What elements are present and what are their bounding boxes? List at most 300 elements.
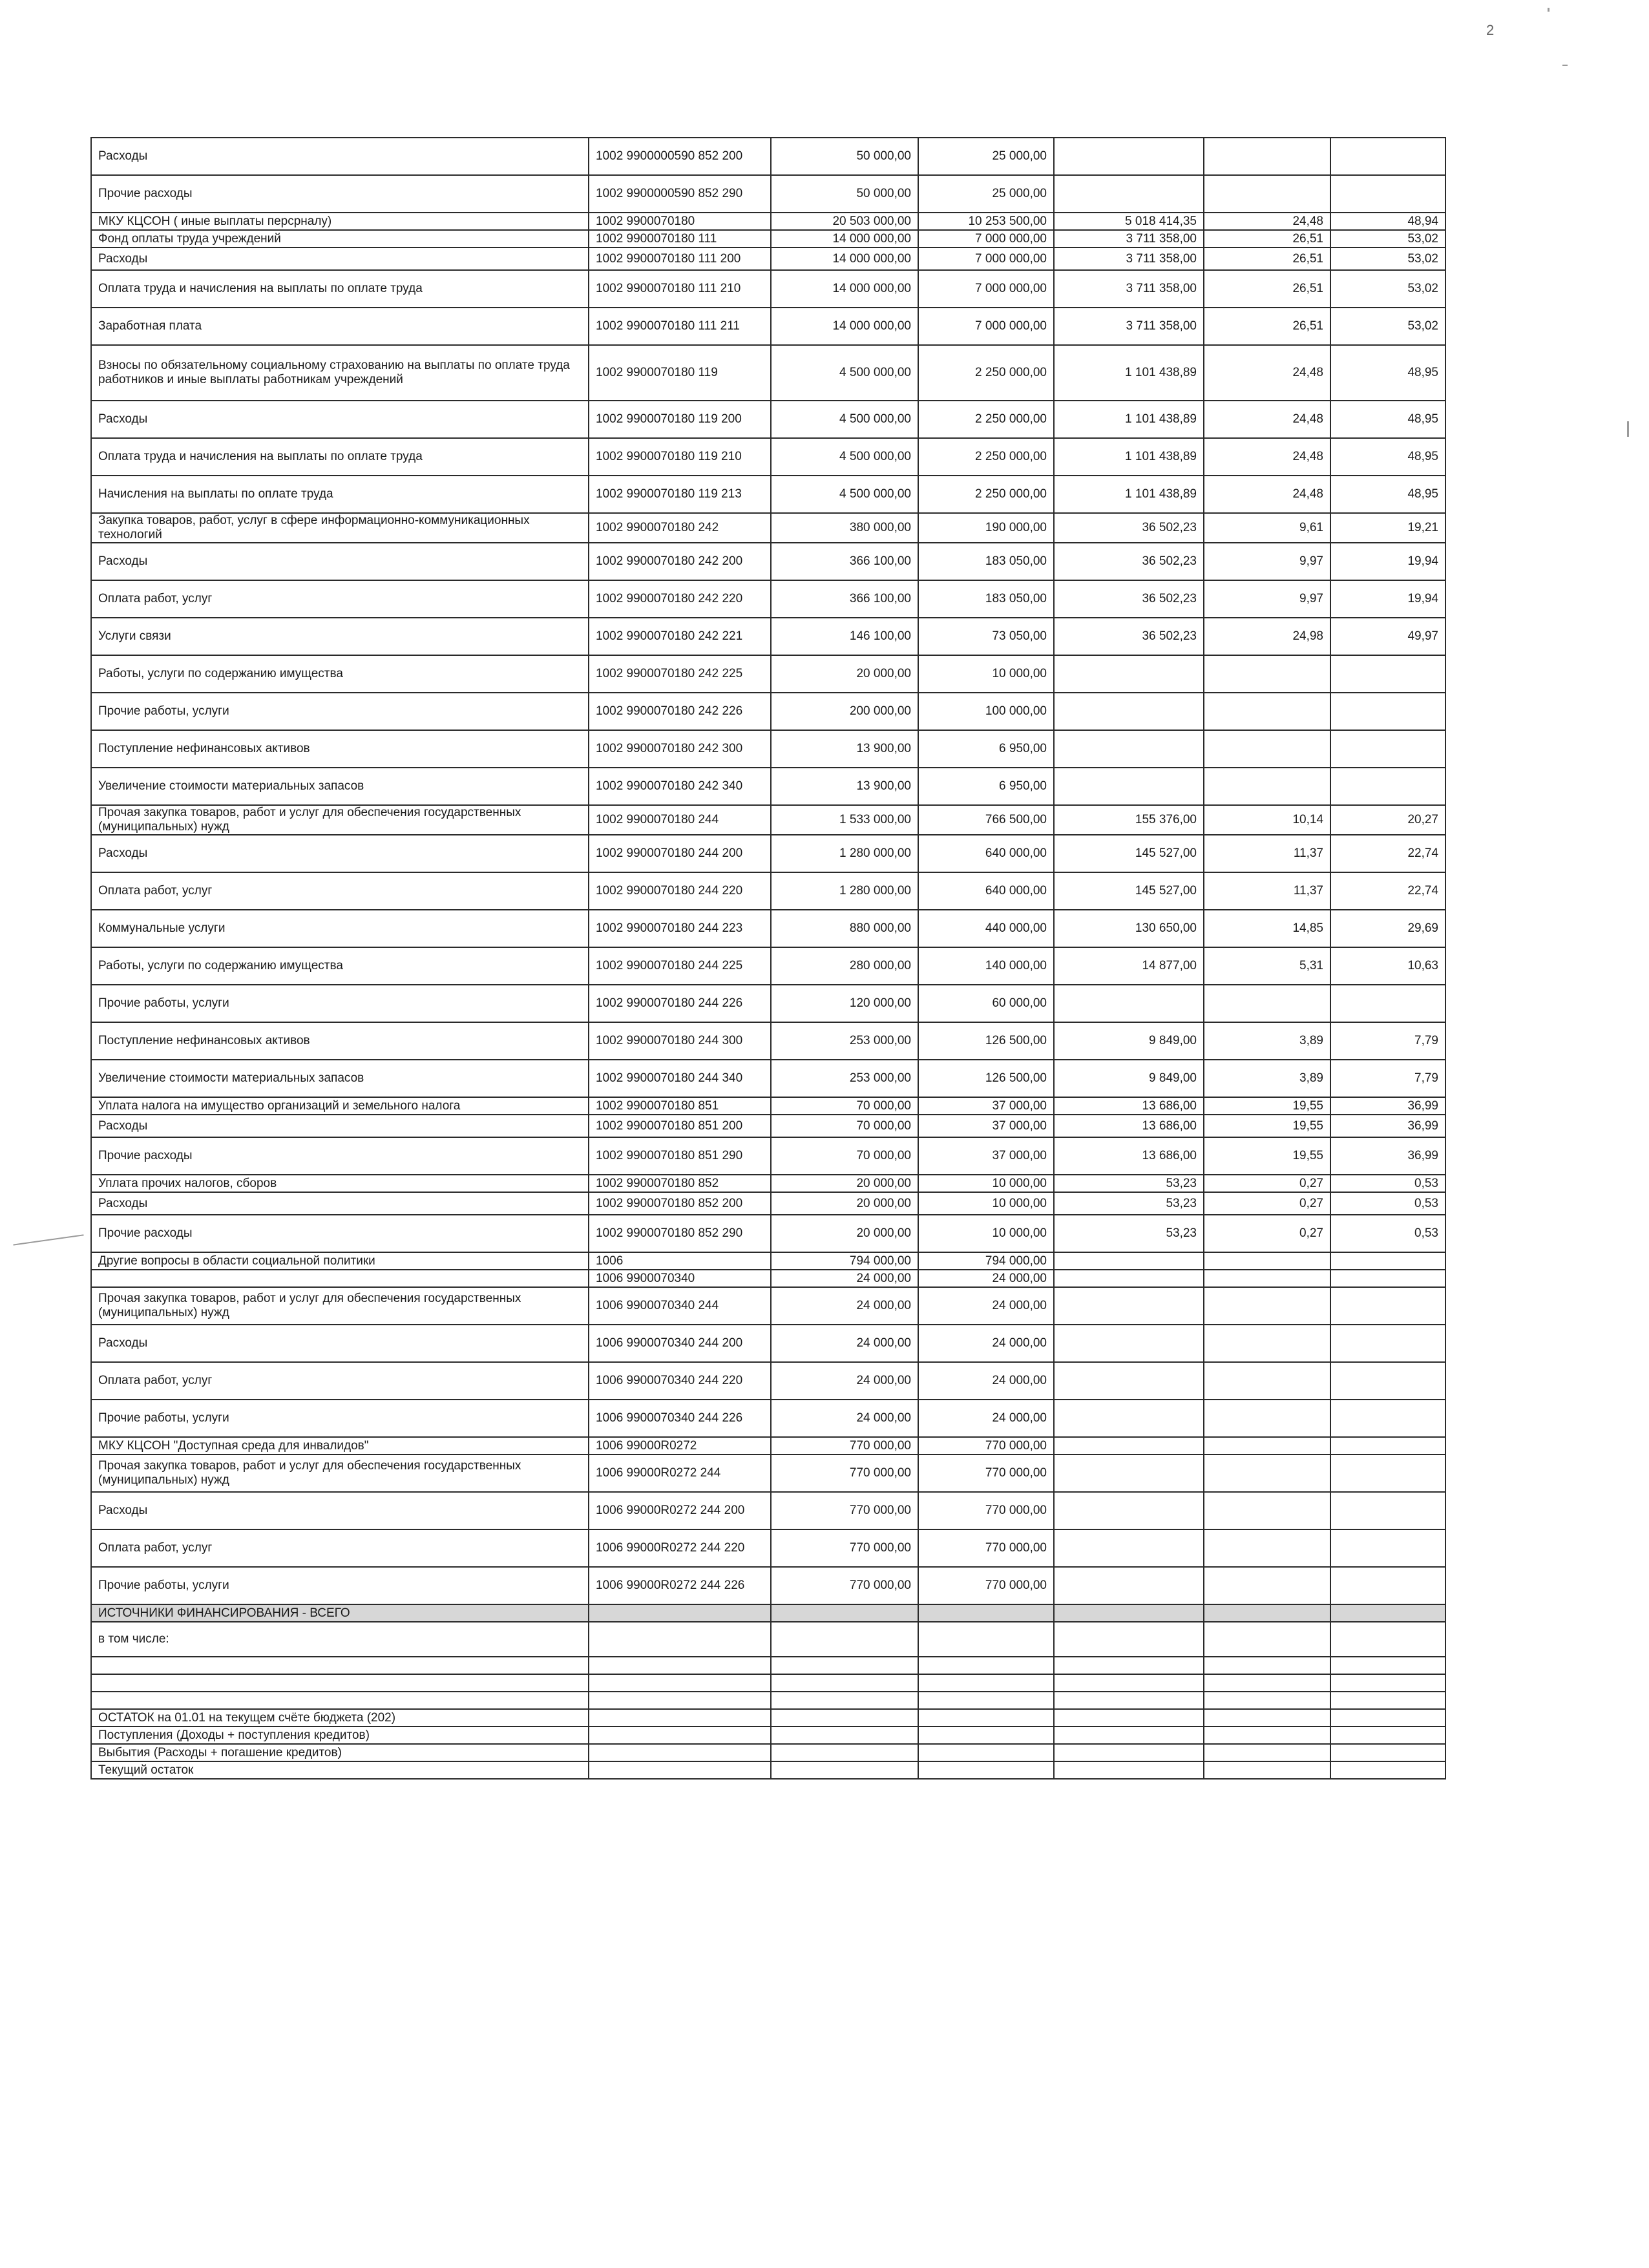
cell-code: 1006 99000R0272 244 (589, 1454, 771, 1492)
cell-plan-period (918, 1744, 1054, 1761)
cell-plan-period (918, 1692, 1054, 1709)
cell-pct-year: 9,61 (1204, 513, 1330, 543)
cell-executed (1054, 1744, 1204, 1761)
cell-code (589, 1692, 771, 1709)
cell-executed: 53,23 (1054, 1175, 1204, 1192)
cell-plan-period: 10 000,00 (918, 1192, 1054, 1215)
cell-plan-period: 640 000,00 (918, 835, 1054, 872)
cell-executed: 36 502,23 (1054, 543, 1204, 580)
cell-plan-period: 183 050,00 (918, 543, 1054, 580)
cell-pct-year: 26,51 (1204, 308, 1330, 345)
cell-name: Прочие работы, услуги (91, 1400, 589, 1437)
cell-name: МКУ КЦСОН ( иные выплаты персрналу) (91, 213, 589, 230)
cell-pct-period: 29,69 (1330, 910, 1445, 947)
cell-pct-period (1330, 1529, 1445, 1567)
cell-code: 1002 9900070180 (589, 213, 771, 230)
cell-code (589, 1604, 771, 1622)
cell-pct-year (1204, 730, 1330, 768)
cell-code (589, 1657, 771, 1674)
table-row (91, 543, 1445, 580)
cell-plan-period: 37 000,00 (918, 1137, 1054, 1175)
cell-name: ИСТОЧНИКИ ФИНАНСИРОВАНИЯ - ВСЕГО (91, 1604, 589, 1622)
cell-executed: 53,23 (1054, 1215, 1204, 1252)
cell-plan-year (771, 1674, 918, 1692)
cell-pct-period: 7,79 (1330, 1022, 1445, 1060)
cell-plan-year: 20 000,00 (771, 1192, 918, 1215)
cell-plan-year: 13 900,00 (771, 768, 918, 805)
table-row (91, 1567, 1445, 1604)
cell-plan-period: 6 950,00 (918, 730, 1054, 768)
cell-name: Прочие расходы (91, 1215, 589, 1252)
cell-pct-year (1204, 768, 1330, 805)
table-row (91, 138, 1445, 175)
cell-plan-period: 766 500,00 (918, 805, 1054, 835)
cell-code: 1006 9900070340 244 200 (589, 1325, 771, 1362)
cell-pct-period: 0,53 (1330, 1192, 1445, 1215)
cell-name: Прочие расходы (91, 175, 589, 213)
cell-plan-period: 770 000,00 (918, 1437, 1054, 1454)
table-row (91, 1252, 1445, 1270)
cell-plan-period: 440 000,00 (918, 910, 1054, 947)
cell-executed (1054, 1325, 1204, 1362)
cell-plan-year: 24 000,00 (771, 1362, 918, 1400)
cell-code (589, 1744, 771, 1761)
cell-name: Закупка товаров, работ, услуг в сфере информационно-коммуникационных технологий (91, 513, 589, 543)
table-row (91, 1215, 1445, 1252)
cell-pct-period: 19,94 (1330, 543, 1445, 580)
cell-pct-year: 3,89 (1204, 1060, 1330, 1097)
table-row (91, 247, 1445, 270)
cell-pct-period (1330, 1567, 1445, 1604)
table-row (91, 910, 1445, 947)
cell-plan-period: 10 000,00 (918, 1215, 1054, 1252)
cell-pct-period: 48,95 (1330, 401, 1445, 438)
cell-plan-year: 24 000,00 (771, 1325, 918, 1362)
table-row (91, 1270, 1445, 1287)
cell-name: Начисления на выплаты по оплате труда (91, 476, 589, 513)
cell-plan-period (918, 1761, 1054, 1779)
cell-name: Работы, услуги по содержанию имущества (91, 947, 589, 985)
table-row (91, 835, 1445, 872)
cell-executed: 1 101 438,89 (1054, 438, 1204, 476)
cell-pct-year (1204, 1604, 1330, 1622)
cell-pct-year (1204, 138, 1330, 175)
cell-code: 1006 9900070340 244 220 (589, 1362, 771, 1400)
cell-code: 1002 9900070180 851 200 (589, 1115, 771, 1137)
cell-pct-year: 26,51 (1204, 230, 1330, 247)
cell-pct-year (1204, 1657, 1330, 1674)
table-row (91, 1454, 1445, 1492)
cell-plan-year: 4 500 000,00 (771, 476, 918, 513)
cell-executed (1054, 693, 1204, 730)
cell-pct-period (1330, 1287, 1445, 1325)
cell-plan-period: 7 000 000,00 (918, 247, 1054, 270)
cell-executed: 3 711 358,00 (1054, 247, 1204, 270)
budget-table-body (91, 138, 1445, 1779)
cell-code: 1002 9900070180 242 221 (589, 618, 771, 655)
table-row (91, 1060, 1445, 1097)
cell-pct-year: 24,48 (1204, 476, 1330, 513)
table-row (91, 1192, 1445, 1215)
cell-pct-period: 49,97 (1330, 618, 1445, 655)
table-row (91, 1674, 1445, 1692)
table-row (91, 345, 1445, 401)
cell-plan-year: 4 500 000,00 (771, 438, 918, 476)
cell-code: 1002 9900070180 111 (589, 230, 771, 247)
cell-plan-period: 770 000,00 (918, 1492, 1054, 1529)
cell-plan-period: 24 000,00 (918, 1325, 1054, 1362)
cell-pct-period (1330, 1622, 1445, 1657)
cell-plan-period: 140 000,00 (918, 947, 1054, 985)
cell-pct-year (1204, 1622, 1330, 1657)
cell-name: Поступления (Доходы + поступления кредитов) (91, 1727, 589, 1744)
cell-executed (1054, 1492, 1204, 1529)
table-row (91, 308, 1445, 345)
table-row (91, 1761, 1445, 1779)
cell-plan-year: 1 280 000,00 (771, 872, 918, 910)
cell-plan-year: 70 000,00 (771, 1097, 918, 1115)
cell-plan-year (771, 1692, 918, 1709)
cell-plan-period: 25 000,00 (918, 175, 1054, 213)
cell-plan-year: 14 000 000,00 (771, 230, 918, 247)
cell-code: 1002 9900070180 244 223 (589, 910, 771, 947)
cell-plan-year: 770 000,00 (771, 1437, 918, 1454)
cell-pct-period: 53,02 (1330, 247, 1445, 270)
table-row (91, 1175, 1445, 1192)
cell-executed (1054, 1622, 1204, 1657)
cell-pct-period (1330, 1692, 1445, 1709)
cell-pct-period (1330, 1761, 1445, 1779)
cell-plan-year: 20 000,00 (771, 1215, 918, 1252)
cell-pct-year (1204, 1744, 1330, 1761)
cell-pct-period (1330, 1709, 1445, 1727)
cell-plan-period: 10 253 500,00 (918, 213, 1054, 230)
cell-executed (1054, 1529, 1204, 1567)
cell-pct-year: 24,48 (1204, 438, 1330, 476)
cell-pct-period (1330, 1657, 1445, 1674)
cell-executed (1054, 138, 1204, 175)
table-row (91, 1437, 1445, 1454)
cell-plan-year: 770 000,00 (771, 1529, 918, 1567)
cell-executed: 13 686,00 (1054, 1137, 1204, 1175)
cell-name: Оплата работ, услуг (91, 1362, 589, 1400)
cell-plan-year (771, 1727, 918, 1744)
cell-plan-period: 73 050,00 (918, 618, 1054, 655)
cell-code: 1002 9900070180 244 225 (589, 947, 771, 985)
cell-name (91, 1692, 589, 1709)
cell-plan-year: 20 503 000,00 (771, 213, 918, 230)
cell-pct-period (1330, 1727, 1445, 1744)
cell-executed (1054, 1270, 1204, 1287)
cell-executed: 9 849,00 (1054, 1060, 1204, 1097)
cell-plan-year: 13 900,00 (771, 730, 918, 768)
cell-pct-year: 24,98 (1204, 618, 1330, 655)
cell-plan-period: 770 000,00 (918, 1454, 1054, 1492)
cell-name: Прочие расходы (91, 1137, 589, 1175)
cell-pct-period (1330, 1674, 1445, 1692)
cell-plan-year: 380 000,00 (771, 513, 918, 543)
cell-pct-year: 24,48 (1204, 345, 1330, 401)
table-row (91, 1657, 1445, 1674)
cell-pct-year (1204, 1692, 1330, 1709)
table-row (91, 175, 1445, 213)
cell-name: Расходы (91, 401, 589, 438)
cell-pct-period: 53,02 (1330, 308, 1445, 345)
cell-code: 1006 99000R0272 244 220 (589, 1529, 771, 1567)
table-row (91, 1287, 1445, 1325)
cell-plan-period: 24 000,00 (918, 1270, 1054, 1287)
cell-pct-year: 9,97 (1204, 580, 1330, 618)
table-row (91, 618, 1445, 655)
cell-pct-period: 53,02 (1330, 230, 1445, 247)
cell-plan-year: 70 000,00 (771, 1137, 918, 1175)
cell-executed: 14 877,00 (1054, 947, 1204, 985)
table-row (91, 1362, 1445, 1400)
cell-pct-year: 26,51 (1204, 270, 1330, 308)
table-row (91, 1604, 1445, 1622)
cell-code: 1002 9900070180 242 (589, 513, 771, 543)
cell-plan-period (918, 1674, 1054, 1692)
cell-executed (1054, 1287, 1204, 1325)
cell-name: Поступление нефинансовых активов (91, 730, 589, 768)
cell-name: Расходы (91, 1115, 589, 1137)
cell-code: 1002 9900070180 119 (589, 345, 771, 401)
table-row (91, 730, 1445, 768)
table-row (91, 655, 1445, 693)
cell-name (91, 1657, 589, 1674)
cell-pct-year (1204, 1567, 1330, 1604)
cell-code: 1002 9900070180 852 (589, 1175, 771, 1192)
cell-code: 1006 99000R0272 (589, 1437, 771, 1454)
cell-pct-year (1204, 1287, 1330, 1325)
cell-plan-period: 24 000,00 (918, 1400, 1054, 1437)
cell-plan-period: 190 000,00 (918, 513, 1054, 543)
cell-name: Прочая закупка товаров, работ и услуг для обеспечения государственных (муниципальных) нужд (91, 1287, 589, 1325)
cell-executed (1054, 730, 1204, 768)
cell-code (589, 1727, 771, 1744)
cell-plan-year: 366 100,00 (771, 580, 918, 618)
cell-executed: 3 711 358,00 (1054, 308, 1204, 345)
cell-code: 1002 9900070180 119 210 (589, 438, 771, 476)
cell-code: 1002 9900000590 852 290 (589, 175, 771, 213)
cell-pct-period: 0,53 (1330, 1175, 1445, 1192)
table-row (91, 1325, 1445, 1362)
cell-name: Заработная плата (91, 308, 589, 345)
cell-pct-year (1204, 175, 1330, 213)
cell-plan-year: 770 000,00 (771, 1492, 918, 1529)
cell-executed (1054, 655, 1204, 693)
cell-pct-period: 36,99 (1330, 1097, 1445, 1115)
table-row (91, 1022, 1445, 1060)
cell-name: Другие вопросы в области социальной политики (91, 1252, 589, 1270)
cell-executed: 9 849,00 (1054, 1022, 1204, 1060)
cell-code: 1002 9900070180 244 (589, 805, 771, 835)
cell-name: Увеличение стоимости материальных запасов (91, 768, 589, 805)
cell-pct-year (1204, 655, 1330, 693)
table-row (91, 230, 1445, 247)
cell-pct-year (1204, 1454, 1330, 1492)
table-row (91, 213, 1445, 230)
cell-code: 1002 9900070180 111 210 (589, 270, 771, 308)
cell-executed: 13 686,00 (1054, 1115, 1204, 1137)
cell-pct-period: 48,95 (1330, 438, 1445, 476)
cell-executed (1054, 1604, 1204, 1622)
cell-plan-year: 24 000,00 (771, 1270, 918, 1287)
cell-pct-year (1204, 1325, 1330, 1362)
cell-executed (1054, 768, 1204, 805)
cell-plan-year: 280 000,00 (771, 947, 918, 985)
cell-code: 1002 9900070180 242 225 (589, 655, 771, 693)
cell-pct-period (1330, 1744, 1445, 1761)
cell-code: 1002 9900070180 244 200 (589, 835, 771, 872)
cell-pct-year: 0,27 (1204, 1215, 1330, 1252)
cell-pct-period: 20,27 (1330, 805, 1445, 835)
cell-plan-period: 60 000,00 (918, 985, 1054, 1022)
cell-name: Расходы (91, 247, 589, 270)
cell-name: Прочие работы, услуги (91, 985, 589, 1022)
cell-plan-period (918, 1709, 1054, 1727)
cell-name: Расходы (91, 835, 589, 872)
table-row (91, 270, 1445, 308)
cell-name: Уплата прочих налогов, сборов (91, 1175, 589, 1192)
cell-pct-year: 19,55 (1204, 1115, 1330, 1137)
cell-pct-year: 11,37 (1204, 872, 1330, 910)
cell-pct-period (1330, 175, 1445, 213)
cell-name: МКУ КЦСОН "Доступная среда для инвалидов" (91, 1437, 589, 1454)
table-row (91, 513, 1445, 543)
cell-pct-year: 19,55 (1204, 1097, 1330, 1115)
table-row (91, 1097, 1445, 1115)
cell-pct-period (1330, 1400, 1445, 1437)
cell-executed: 53,23 (1054, 1192, 1204, 1215)
cell-executed (1054, 1567, 1204, 1604)
cell-plan-year: 1 533 000,00 (771, 805, 918, 835)
cell-pct-year: 19,55 (1204, 1137, 1330, 1175)
cell-executed: 3 711 358,00 (1054, 230, 1204, 247)
cell-executed (1054, 1437, 1204, 1454)
cell-pct-period: 53,02 (1330, 270, 1445, 308)
cell-pct-year (1204, 1270, 1330, 1287)
table-row (91, 1622, 1445, 1657)
cell-pct-period: 0,53 (1330, 1215, 1445, 1252)
cell-code: 1002 9900070180 244 340 (589, 1060, 771, 1097)
scan-speck (1627, 421, 1629, 437)
cell-code: 1002 9900070180 111 200 (589, 247, 771, 270)
cell-code: 1002 9900070180 111 211 (589, 308, 771, 345)
cell-pct-period (1330, 730, 1445, 768)
table-row (91, 580, 1445, 618)
cell-code: 1002 9900070180 242 226 (589, 693, 771, 730)
cell-code: 1002 9900070180 244 220 (589, 872, 771, 910)
cell-plan-period: 2 250 000,00 (918, 345, 1054, 401)
cell-plan-year: 24 000,00 (771, 1400, 918, 1437)
cell-plan-year: 70 000,00 (771, 1115, 918, 1137)
cell-plan-period: 7 000 000,00 (918, 270, 1054, 308)
cell-executed (1054, 1657, 1204, 1674)
cell-code: 1002 9900070180 242 300 (589, 730, 771, 768)
cell-executed: 1 101 438,89 (1054, 345, 1204, 401)
cell-plan-period: 6 950,00 (918, 768, 1054, 805)
cell-name: Прочая закупка товаров, работ и услуг для обеспечения государственных (муниципальных) нужд (91, 1454, 589, 1492)
cell-pct-year: 24,48 (1204, 213, 1330, 230)
cell-pct-period (1330, 138, 1445, 175)
cell-executed (1054, 1252, 1204, 1270)
cell-pct-year (1204, 1529, 1330, 1567)
cell-code: 1002 9900070180 851 290 (589, 1137, 771, 1175)
cell-plan-year: 20 000,00 (771, 1175, 918, 1192)
cell-plan-year: 4 500 000,00 (771, 345, 918, 401)
cell-plan-period (918, 1727, 1054, 1744)
scan-speck (13, 1234, 83, 1245)
cell-name (91, 1270, 589, 1287)
cell-code: 1002 9900070180 852 200 (589, 1192, 771, 1215)
cell-plan-year: 14 000 000,00 (771, 247, 918, 270)
cell-name: Уплата налога на имущество организаций и земельного налога (91, 1097, 589, 1115)
cell-executed (1054, 1692, 1204, 1709)
cell-executed: 36 502,23 (1054, 580, 1204, 618)
cell-pct-period: 36,99 (1330, 1137, 1445, 1175)
table-row (91, 872, 1445, 910)
cell-name: в том числе: (91, 1622, 589, 1657)
cell-executed: 36 502,23 (1054, 618, 1204, 655)
cell-plan-year: 146 100,00 (771, 618, 918, 655)
cell-executed: 5 018 414,35 (1054, 213, 1204, 230)
cell-plan-year (771, 1761, 918, 1779)
cell-code: 1006 99000R0272 244 200 (589, 1492, 771, 1529)
cell-pct-year (1204, 1362, 1330, 1400)
cell-pct-year: 0,27 (1204, 1192, 1330, 1215)
cell-plan-year: 770 000,00 (771, 1454, 918, 1492)
cell-plan-period: 37 000,00 (918, 1115, 1054, 1137)
cell-pct-period (1330, 1252, 1445, 1270)
cell-executed (1054, 1674, 1204, 1692)
table-row (91, 1137, 1445, 1175)
cell-name: ОСТАТОК на 01.01 на текущем счёте бюджета (202) (91, 1709, 589, 1727)
cell-name: Поступление нефинансовых активов (91, 1022, 589, 1060)
cell-name: Выбытия (Расходы + погашение кредитов) (91, 1744, 589, 1761)
cell-code (589, 1709, 771, 1727)
cell-executed: 3 711 358,00 (1054, 270, 1204, 308)
table-row (91, 947, 1445, 985)
cell-name: Прочая закупка товаров, работ и услуг для обеспечения государственных (муниципальных) нужд (91, 805, 589, 835)
cell-plan-year: 50 000,00 (771, 175, 918, 213)
cell-code: 1002 9900070180 119 200 (589, 401, 771, 438)
cell-plan-period: 794 000,00 (918, 1252, 1054, 1270)
cell-code: 1006 99000R0272 244 226 (589, 1567, 771, 1604)
cell-code (589, 1622, 771, 1657)
scan-speck (1548, 8, 1549, 12)
cell-executed (1054, 985, 1204, 1022)
cell-name: Прочие работы, услуги (91, 1567, 589, 1604)
cell-pct-year (1204, 1400, 1330, 1437)
cell-pct-period: 22,74 (1330, 835, 1445, 872)
cell-pct-year (1204, 1761, 1330, 1779)
cell-name: Расходы (91, 1492, 589, 1529)
cell-plan-period: 126 500,00 (918, 1060, 1054, 1097)
cell-pct-year (1204, 1437, 1330, 1454)
table-row (91, 1492, 1445, 1529)
cell-code: 1002 9900070180 244 300 (589, 1022, 771, 1060)
cell-code: 1002 9900070180 851 (589, 1097, 771, 1115)
cell-pct-year (1204, 1709, 1330, 1727)
cell-code: 1002 9900000590 852 200 (589, 138, 771, 175)
cell-name (91, 1674, 589, 1692)
cell-plan-year: 253 000,00 (771, 1022, 918, 1060)
cell-pct-year: 3,89 (1204, 1022, 1330, 1060)
cell-name: Оплата работ, услуг (91, 872, 589, 910)
cell-code: 1002 9900070180 242 200 (589, 543, 771, 580)
cell-plan-year: 366 100,00 (771, 543, 918, 580)
